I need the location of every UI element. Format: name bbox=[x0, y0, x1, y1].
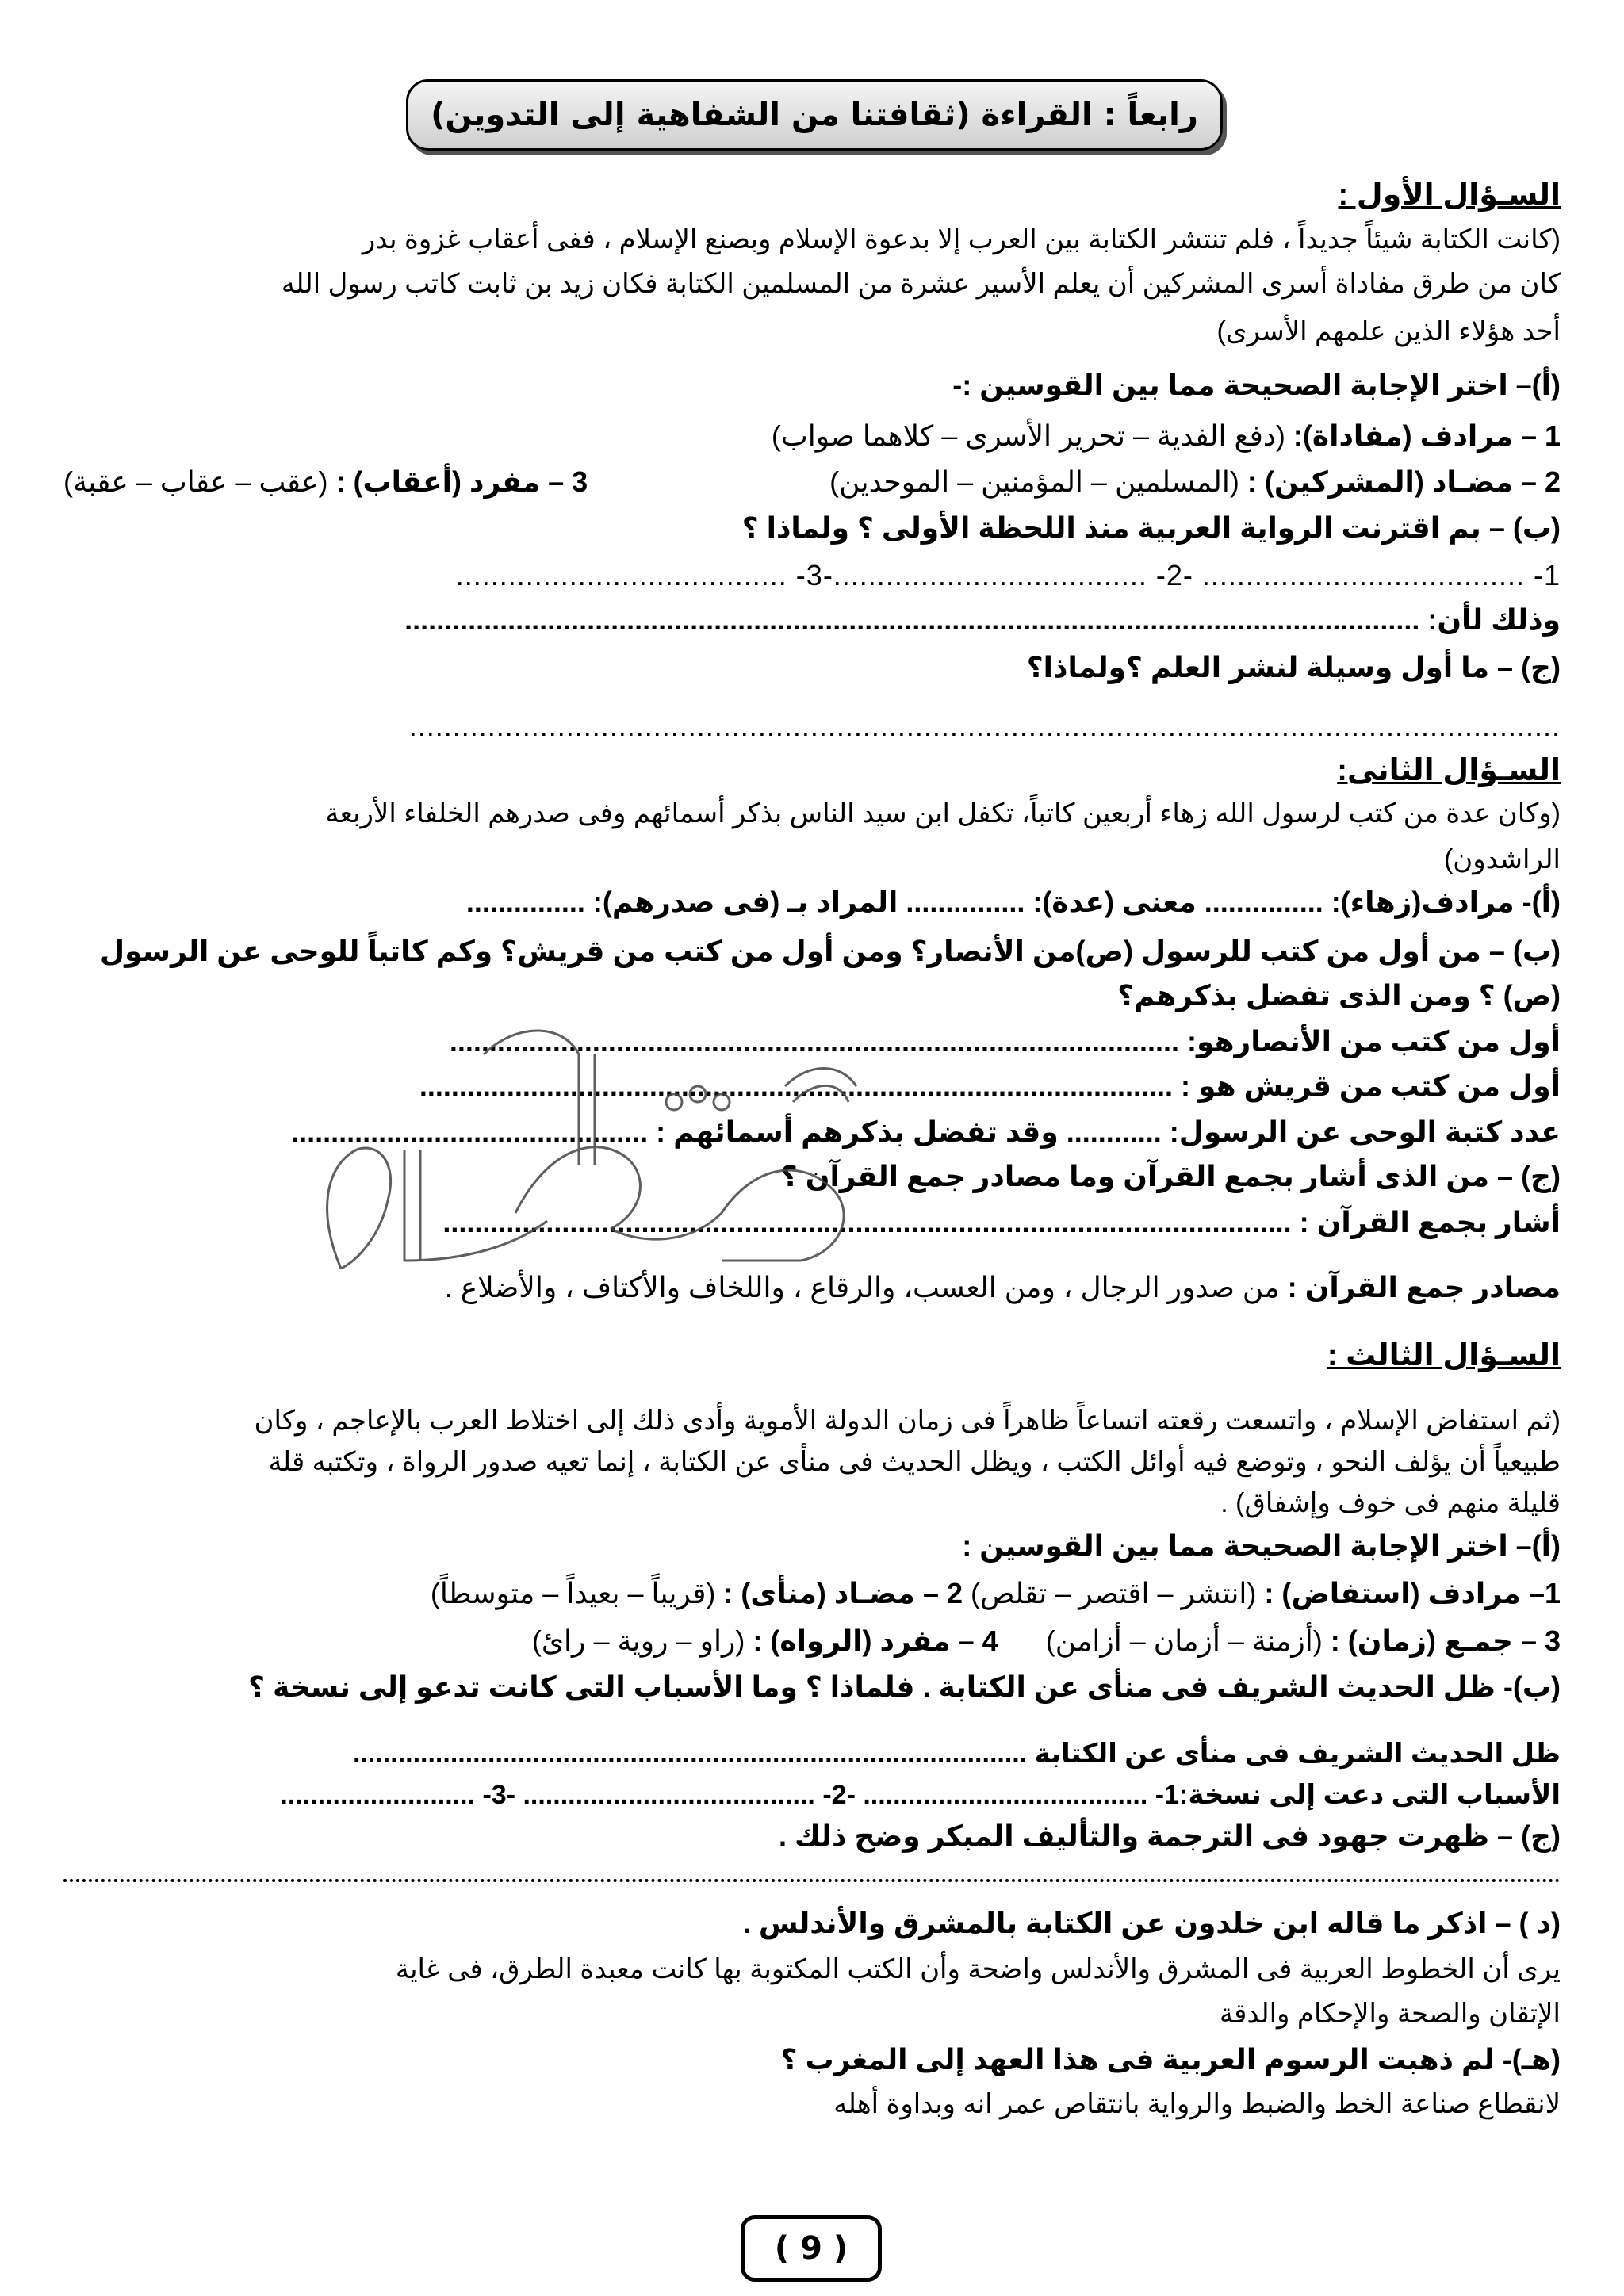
q1-passage-line: أحد هؤلاء الذين علمهم الأسرى) bbox=[1216, 316, 1561, 346]
q2-heading: السـؤال الثانى: bbox=[1337, 754, 1561, 787]
q1-a-heading: (أ)– اختر الإجابة الصحيحة مما بين القوسين :- bbox=[952, 369, 1561, 401]
q1-b-answer: 1- ..................................... -2- ....................................-3- ...................................... bbox=[455, 559, 1561, 591]
q1-heading: السـؤال الأول : bbox=[1338, 178, 1561, 212]
watermark-graphic bbox=[309, 1007, 864, 1292]
q3-passage-line: طبيعياً أن يؤلف النحو ، وتوضع فيه أوائل الكتب ، ويظل الحديث فى منأى عن الكتابة ، إنما تعيه صدور الرواة ، وتكتبه قلة bbox=[268, 1447, 1561, 1477]
q2-c-heading: (ج) – من الذى أشار بجمع القرآن وما مصادر جمع القرآن ؟ bbox=[780, 1160, 1561, 1192]
q1-a3: 3 – مفرد (أعقاب) : (عقب – عقاب – عقبة) bbox=[63, 465, 588, 498]
q3-a2: 2 – مضـاد (منأى) : (قريباً – بعيداً – متوسطاً) bbox=[430, 1577, 963, 1609]
q3-a3-a4 bbox=[63, 1622, 1561, 1660]
answer-dotted-line bbox=[63, 1879, 1561, 1882]
q1-a2-a3 bbox=[63, 463, 1561, 501]
q3-b-answer: ظل الحديث الشريف فى منأى عن الكتابة .......................................................................................... bbox=[353, 1739, 1561, 1769]
q1-b-heading: (ب) – بم اقترنت الرواية العربية منذ اللحظة الأولى ؟ ولماذا ؟ bbox=[741, 511, 1561, 544]
q3-passage-line: قليلة منهم فى خوف وإشفاق) . bbox=[1220, 1488, 1561, 1518]
q2-passage-line: الراشدون) bbox=[1443, 844, 1561, 874]
q3-d-heading: (د ) – اذكر ما قاله ابن خلدون عن الكتابة بالمشرق والأندلس . bbox=[742, 1907, 1561, 1939]
q2-passage-line: (وكان عدة من كتب لرسول الله زهاء أربعين كاتباً، تكفل ابن سيد الناس بذكر أسمائهم وفى صدرهم الخلفاء الأربعة bbox=[325, 798, 1561, 828]
q3-a1-a2 bbox=[63, 1575, 1561, 1613]
q1-passage-line: كان من طرق مفاداة أسرى المشركين أن يعلم الأسير عشرة من المسلمين الكتابة فكان زيد بن ثابت كاتب رسول الله bbox=[281, 269, 1561, 299]
q1-because: وذلك لأن: ................................................................................................................................ bbox=[404, 603, 1561, 636]
q2-b-heading: (ب) – من أول من كتب للرسول (ص)من الأنصار؟ ومن أول من كتب من قريش؟ وكم كاتباً للوحى عن الرسول bbox=[99, 935, 1561, 967]
q3-a3: 3 – جمـع (زمان) : (أزمنة – أزمان – أزامن) bbox=[1045, 1624, 1561, 1657]
page-title: رابعاً : القراءة (ثقافتنا من الشفاهية إلى التدوين) bbox=[406, 79, 1223, 151]
q3-b-heading: (ب)- ظل الحديث الشريف فى منأى عن الكتابة . فلماذا ؟ وما الأسباب التى كانت تدعو إلى نسخة ؟ bbox=[248, 1670, 1561, 1703]
q3-e-answer: لانقطاع صناعة الخط والضبط والرواية بانتقاص عمر انه وبداوة أهله bbox=[833, 2089, 1561, 2119]
q1-c-heading: (ج) – ما أول وسيلة لنشر العلم ؟ولماذا؟ bbox=[1026, 651, 1561, 683]
q3-heading: السـؤال الثالث : bbox=[1327, 1339, 1561, 1372]
q2-first-ansar: أول من كتب من الأنصارهو: ............................................................................................ bbox=[449, 1025, 1561, 1058]
q3-e-heading: (هـ)- لم ذهبت الرسوم العربية فى هذا العهد إلى المغرب ؟ bbox=[780, 2043, 1561, 2076]
page-number: ( 9 ) bbox=[741, 2215, 882, 2282]
q3-a4: 4 – مفرد (الرواه) : (راو – روية – رائ) bbox=[531, 1624, 998, 1657]
q3-a-heading: (أ)– اختر الإجابة الصحيحة مما بين القوسين : bbox=[962, 1529, 1561, 1562]
q3-b-answer: الأسباب التى دعت إلى نسخة:1- ...................................... -2- ....................................... -3- .......................... bbox=[280, 1780, 1561, 1810]
q3-d-answer: الإتقان والصحة والإحكام والدقة bbox=[1219, 1999, 1561, 2029]
q2-a-line: (أ)- مرادف(زهاء): ............... معنى (عدة): ............... المراد بـ (فى صدرهم): ............... bbox=[465, 886, 1561, 918]
q3-passage-line: (ثم استفاض الإسلام ، واتسعت رقعته اتساعاً ظاهراً فى زمان الدولة الأموية وأدى ذلك إلى اختلاط العرب بالإعاجم ، وكان bbox=[254, 1406, 1561, 1436]
q3-a1: 1– مرادف (استفاض) : (انتشر – اقتصر – تقلص) bbox=[971, 1577, 1561, 1609]
q1-c-answer: .................................................................................................................................... bbox=[408, 710, 1561, 742]
q2-b-heading: (ص) ؟ ومن الذى تفضل بذكرهم؟ bbox=[1117, 979, 1561, 1012]
q2-sources: مصادر جمع القرآن : من صدور الرجال ، ومن العسب، والرقاع ، واللخاف والأكتاف ، والأضلاع . bbox=[444, 1271, 1561, 1303]
q2-c-answer: أشار بجمع القرآن : ........................................................................................................... bbox=[442, 1206, 1561, 1238]
q2-first-quraish: أول من كتب من قريش هو : ............................................................................................... bbox=[419, 1070, 1561, 1102]
q3-c-heading: (ج) – ظهرت جهود فى الترجمة والتأليف المبكر وضح ذلك . bbox=[779, 1820, 1561, 1852]
q3-d-answer: يرى أن الخطوط العربية فى المشرق والأندلس واضحة وأن الكتب المكتوبة بها كانت معبدة الطرق، فى غاية bbox=[395, 1954, 1561, 1984]
q1-a2: 2 – مضـاد (المشركين) : (المسلمين – المؤمنين – الموحدين) bbox=[829, 465, 1561, 498]
q1-a1: 1 – مرادف (مفاداة): (دفع الفدية – تحرير الأسرى – كلاهما صواب) bbox=[771, 419, 1561, 452]
q2-wahy-count: عدد كتبة الوحى عن الرسول: ............ وقد تفضل بذكرهم أسمائهم : ............................................. bbox=[291, 1115, 1561, 1148]
q1-passage-line: (كانت الكتابة شيئاً جديداً ، فلم تنتشر الكتابة بين العرب إلا بدعوة الإسلام وبصنع الإسلام ، ففى أعقاب غزوة بدر bbox=[362, 224, 1561, 254]
